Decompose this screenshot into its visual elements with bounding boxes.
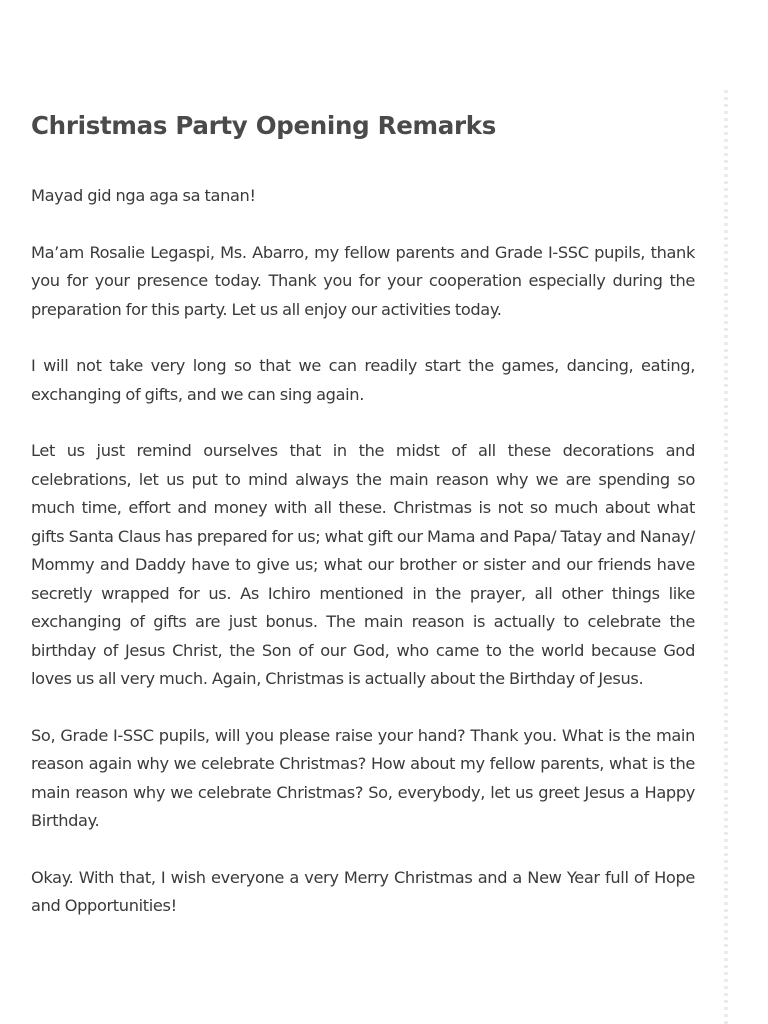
paragraph-acknowledgement: Ma’am Rosalie Legaspi, Ms. Abarro, my fellow parents and Grade I-SSC pupils, thank you for your presence today. Thank you for your cooperation especially during the preparation for this party. Let us all enjoy our activities today. <box>31 242 695 319</box>
page-edge-decoration <box>724 90 728 1024</box>
paragraph-main-reason: Let us just remind ourselves that in the midst of all these decorations and celebrations, let us put to mind always the main reason why we are spending so much time, effort and money with all these. Christmas is not so much about what gifts Santa Claus has prepared for us; what gift our Mama and Papa/ Tatay and Nanay/ Mommy and Daddy have to give us; what our brother or sister and our friends have secretly wrapped for us. As Ichiro mentioned in the prayer, all other things like exchanging of gifts are just bonus. The main reason is actually to celebrate the birthday of Jesus Christ, the Son of our God, who came to the world because God loves us all very much. Again, Christmas is actually about the Birthday of Jesus. <box>31 441 695 688</box>
article-title: Christmas Party Opening Remarks <box>31 111 497 140</box>
paragraph-closing: Okay. With that, I wish everyone a very Merry Christmas and a New Year full of Hope and Opportunities! <box>31 867 695 915</box>
paragraph-intro: I will not take very long so that we can readily start the games, dancing, eating, exchanging of gifts, and we can sing again. <box>31 356 695 404</box>
paragraph-greeting: Mayad gid nga aga sa tanan! <box>31 186 256 205</box>
article <box>31 108 695 949</box>
paragraph-questions: So, Grade I-SSC pupils, will you please raise your hand? Thank you. What is the main reason again why we celebrate Christmas? How about my fellow parents, what is the main reason why we celebrate Christmas? So, everybody, let us greet Jesus a Happy Birthday. <box>31 725 695 830</box>
